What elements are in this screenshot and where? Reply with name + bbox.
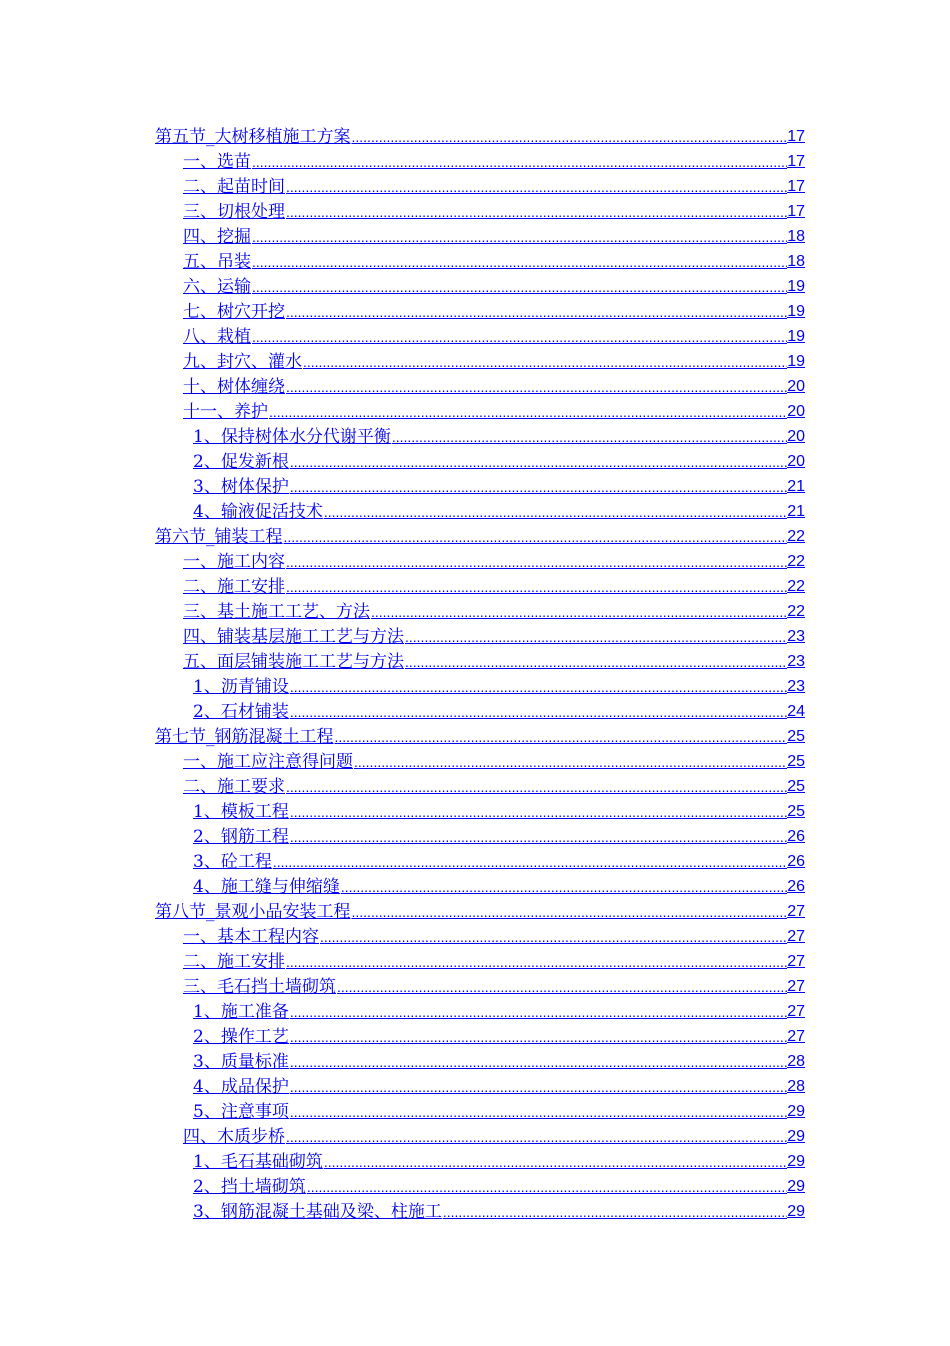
toc-dot-leader <box>351 126 788 148</box>
toc-entry-title: 第八节_景观小品安装工程 <box>155 902 351 922</box>
toc-entry-title: 七、树穴开挖 <box>183 302 285 322</box>
toc-entry-title: 第五节_大树移植施工方案 <box>155 127 351 147</box>
toc-entry-title: 三、毛石挡土墙砌筑 <box>183 977 336 997</box>
toc-entry-title: 二、施工要求 <box>183 777 285 797</box>
toc-entry-title: 2、挡土墙砌筑 <box>193 1177 306 1197</box>
toc-entry-title: 四、挖掘 <box>183 227 251 247</box>
toc-entry-page-number: 27 <box>787 978 805 995</box>
toc-entry[interactable] <box>155 198 805 223</box>
toc-entry-page-number: 27 <box>787 928 805 945</box>
toc-entry[interactable] <box>155 448 805 473</box>
toc-dot-leader <box>289 801 787 823</box>
toc-entry-title: 3、质量标准 <box>193 1052 289 1072</box>
toc-entry-title: 2、钢筋工程 <box>193 827 289 847</box>
toc-dot-leader <box>289 826 787 848</box>
toc-dot-leader <box>334 726 788 748</box>
toc-entry-page-number: 26 <box>787 878 805 895</box>
toc-entry-title: 八、栽植 <box>183 327 251 347</box>
toc-dot-leader <box>272 851 787 873</box>
toc-entry-page-number: 18 <box>787 228 805 245</box>
toc-dot-leader <box>391 426 787 448</box>
toc-entry[interactable] <box>155 273 805 298</box>
toc-dot-leader <box>442 1201 787 1223</box>
toc-entry-page-number: 29 <box>787 1203 805 1220</box>
toc-entry-title: 四、铺装基层施工工艺与方法 <box>183 627 404 647</box>
toc-entry[interactable] <box>155 548 805 573</box>
toc-entry[interactable] <box>155 773 805 798</box>
toc-entry-page-number: 24 <box>787 703 805 720</box>
toc-dot-leader <box>323 501 787 523</box>
toc-dot-leader <box>353 751 787 773</box>
toc-dot-leader <box>285 776 787 798</box>
toc-entry-title: 二、施工安排 <box>183 952 285 972</box>
toc-entry-title: 十一、养护 <box>183 402 268 422</box>
toc-entry-page-number: 17 <box>787 128 805 145</box>
toc-entry[interactable] <box>155 998 805 1023</box>
toc-entry[interactable] <box>155 123 805 148</box>
toc-entry[interactable] <box>155 648 805 673</box>
toc-entry-page-number: 25 <box>787 753 805 770</box>
toc-dot-leader <box>285 301 787 323</box>
toc-entry[interactable] <box>155 248 805 273</box>
toc-dot-leader <box>285 1126 787 1148</box>
toc-dot-leader <box>370 601 787 623</box>
toc-entry[interactable] <box>155 948 805 973</box>
toc-entry-page-number: 29 <box>787 1178 805 1195</box>
toc-dot-leader <box>336 976 787 998</box>
toc-entry-title: 5、注意事项 <box>193 1102 289 1122</box>
toc-dot-leader <box>404 651 787 673</box>
toc-entry-page-number: 26 <box>787 828 805 845</box>
toc-entry-page-number: 23 <box>787 628 805 645</box>
toc-entry[interactable] <box>155 1048 805 1073</box>
toc-entry-title: 2、促发新根 <box>193 452 289 472</box>
toc-entry-page-number: 19 <box>787 278 805 295</box>
toc-entry[interactable] <box>155 723 805 748</box>
toc-dot-leader <box>285 551 787 573</box>
toc-dot-leader <box>302 351 787 373</box>
toc-entry-page-number: 29 <box>787 1153 805 1170</box>
toc-entry[interactable] <box>155 298 805 323</box>
toc-entry[interactable] <box>155 373 805 398</box>
toc-dot-leader <box>289 451 787 473</box>
toc-entry-page-number: 26 <box>787 853 805 870</box>
toc-entry[interactable] <box>155 923 805 948</box>
toc-entry-title: 2、石材铺装 <box>193 702 289 722</box>
toc-entry[interactable] <box>155 1173 805 1198</box>
toc-entry-page-number: 19 <box>787 328 805 345</box>
toc-entry-title: 六、运输 <box>183 277 251 297</box>
toc-entry-page-number: 20 <box>787 453 805 470</box>
toc-entry-title: 4、成品保护 <box>193 1077 289 1097</box>
toc-entry[interactable] <box>155 823 805 848</box>
toc-dot-leader <box>285 376 787 398</box>
toc-entry-title: 1、沥青铺设 <box>193 677 289 697</box>
toc-entry-title: 第七节_钢筋混凝土工程 <box>155 727 334 747</box>
toc-dot-leader <box>251 326 787 348</box>
toc-entry[interactable] <box>155 223 805 248</box>
toc-dot-leader <box>351 901 788 923</box>
toc-dot-leader <box>289 1051 787 1073</box>
toc-dot-leader <box>251 276 787 298</box>
toc-entry-page-number: 28 <box>787 1078 805 1095</box>
toc-entry-page-number: 25 <box>787 728 805 745</box>
toc-dot-leader <box>306 1176 787 1198</box>
toc-entry-page-number: 23 <box>787 653 805 670</box>
toc-entry-page-number: 25 <box>787 778 805 795</box>
toc-entry-title: 一、选苗 <box>183 152 251 172</box>
toc-entry-title: 3、砼工程 <box>193 852 272 872</box>
toc-dot-leader <box>289 676 787 698</box>
toc-dot-leader <box>251 251 787 273</box>
toc-entry-page-number: 25 <box>787 803 805 820</box>
toc-entry-title: 4、输液促活技术 <box>193 502 323 522</box>
toc-entry-page-number: 29 <box>787 1103 805 1120</box>
toc-entry[interactable] <box>155 673 805 698</box>
toc-entry[interactable] <box>155 148 805 173</box>
toc-entry[interactable] <box>155 1098 805 1123</box>
toc-entry[interactable] <box>155 473 805 498</box>
toc-entry[interactable] <box>155 323 805 348</box>
toc-entry-title: 1、保持树体水分代谢平衡 <box>193 427 391 447</box>
toc-entry-page-number: 29 <box>787 1128 805 1145</box>
toc-entry[interactable] <box>155 798 805 823</box>
toc-dot-leader <box>323 1151 787 1173</box>
toc-entry-page-number: 27 <box>787 953 805 970</box>
toc-entry[interactable] <box>155 898 805 923</box>
toc-entry[interactable] <box>155 698 805 723</box>
toc-entry-page-number: 22 <box>787 553 805 570</box>
toc-dot-leader <box>289 1026 787 1048</box>
toc-entry[interactable] <box>155 398 805 423</box>
toc-entry[interactable] <box>155 973 805 998</box>
toc-dot-leader <box>251 151 787 173</box>
toc-entry[interactable] <box>155 848 805 873</box>
toc-entry-title: 五、面层铺装施工工艺与方法 <box>183 652 404 672</box>
table-of-contents <box>155 123 805 1223</box>
toc-entry-title: 二、施工安排 <box>183 577 285 597</box>
toc-entry-title: 2、操作工艺 <box>193 1027 289 1047</box>
toc-dot-leader <box>285 201 787 223</box>
toc-entry-page-number: 20 <box>787 403 805 420</box>
toc-entry[interactable] <box>155 498 805 523</box>
toc-entry-page-number: 27 <box>787 1028 805 1045</box>
toc-entry-title: 1、毛石基础砌筑 <box>193 1152 323 1172</box>
toc-entry[interactable] <box>155 598 805 623</box>
toc-dot-leader <box>289 476 787 498</box>
toc-entry-page-number: 18 <box>787 253 805 270</box>
toc-dot-leader <box>319 926 787 948</box>
toc-dot-leader <box>289 701 787 723</box>
toc-entry-page-number: 22 <box>787 528 805 545</box>
toc-entry-title: 五、吊装 <box>183 252 251 272</box>
toc-entry-title: 一、基本工程内容 <box>183 927 319 947</box>
toc-dot-leader <box>283 526 788 548</box>
toc-entry-page-number: 17 <box>787 153 805 170</box>
toc-entry[interactable] <box>155 523 805 548</box>
toc-entry-title: 九、封穴、灌水 <box>183 352 302 372</box>
toc-dot-leader <box>404 626 787 648</box>
toc-entry[interactable] <box>155 1073 805 1098</box>
toc-entry-page-number: 22 <box>787 603 805 620</box>
toc-entry-title: 一、施工应注意得问题 <box>183 752 353 772</box>
toc-entry-title: 四、木质步桥 <box>183 1127 285 1147</box>
toc-entry[interactable] <box>155 1023 805 1048</box>
toc-entry-title: 十、树体缠绕 <box>183 377 285 397</box>
toc-entry-page-number: 20 <box>787 378 805 395</box>
toc-entry-page-number: 20 <box>787 428 805 445</box>
toc-entry[interactable] <box>155 623 805 648</box>
toc-entry[interactable] <box>155 1198 805 1223</box>
toc-entry[interactable] <box>155 748 805 773</box>
toc-entry-title: 3、树体保护 <box>193 477 289 497</box>
toc-entry-page-number: 27 <box>787 1003 805 1020</box>
toc-dot-leader <box>285 176 787 198</box>
toc-entry-page-number: 27 <box>787 903 805 920</box>
toc-entry-title: 4、施工缝与伸缩缝 <box>193 877 340 897</box>
toc-dot-leader <box>289 1001 787 1023</box>
toc-entry[interactable] <box>155 1148 805 1173</box>
toc-entry-page-number: 23 <box>787 678 805 695</box>
toc-dot-leader <box>285 576 787 598</box>
toc-entry-title: 3、钢筋混凝土基础及梁、柱施工 <box>193 1202 442 1222</box>
toc-entry-title: 一、施工内容 <box>183 552 285 572</box>
toc-entry-page-number: 21 <box>787 478 805 495</box>
toc-entry-page-number: 17 <box>787 178 805 195</box>
toc-entry-title: 1、模板工程 <box>193 802 289 822</box>
toc-entry[interactable] <box>155 873 805 898</box>
toc-entry-title: 三、基土施工工艺、方法 <box>183 602 370 622</box>
toc-entry-title: 二、起苗时间 <box>183 177 285 197</box>
toc-entry[interactable] <box>155 348 805 373</box>
toc-dot-leader <box>340 876 787 898</box>
toc-entry[interactable] <box>155 1123 805 1148</box>
toc-entry-title: 第六节_铺装工程 <box>155 527 283 547</box>
toc-entry-page-number: 19 <box>787 303 805 320</box>
toc-entry-page-number: 19 <box>787 353 805 370</box>
toc-dot-leader <box>289 1076 787 1098</box>
toc-entry-page-number: 21 <box>787 503 805 520</box>
toc-entry-page-number: 28 <box>787 1053 805 1070</box>
toc-entry-title: 1、施工准备 <box>193 1002 289 1022</box>
toc-entry-page-number: 22 <box>787 578 805 595</box>
toc-entry[interactable] <box>155 423 805 448</box>
toc-dot-leader <box>285 951 787 973</box>
toc-entry[interactable] <box>155 173 805 198</box>
toc-entry[interactable] <box>155 573 805 598</box>
toc-dot-leader <box>289 1101 787 1123</box>
toc-dot-leader <box>268 401 787 423</box>
toc-entry-title: 三、切根处理 <box>183 202 285 222</box>
toc-dot-leader <box>251 226 787 248</box>
toc-entry-page-number: 17 <box>787 203 805 220</box>
